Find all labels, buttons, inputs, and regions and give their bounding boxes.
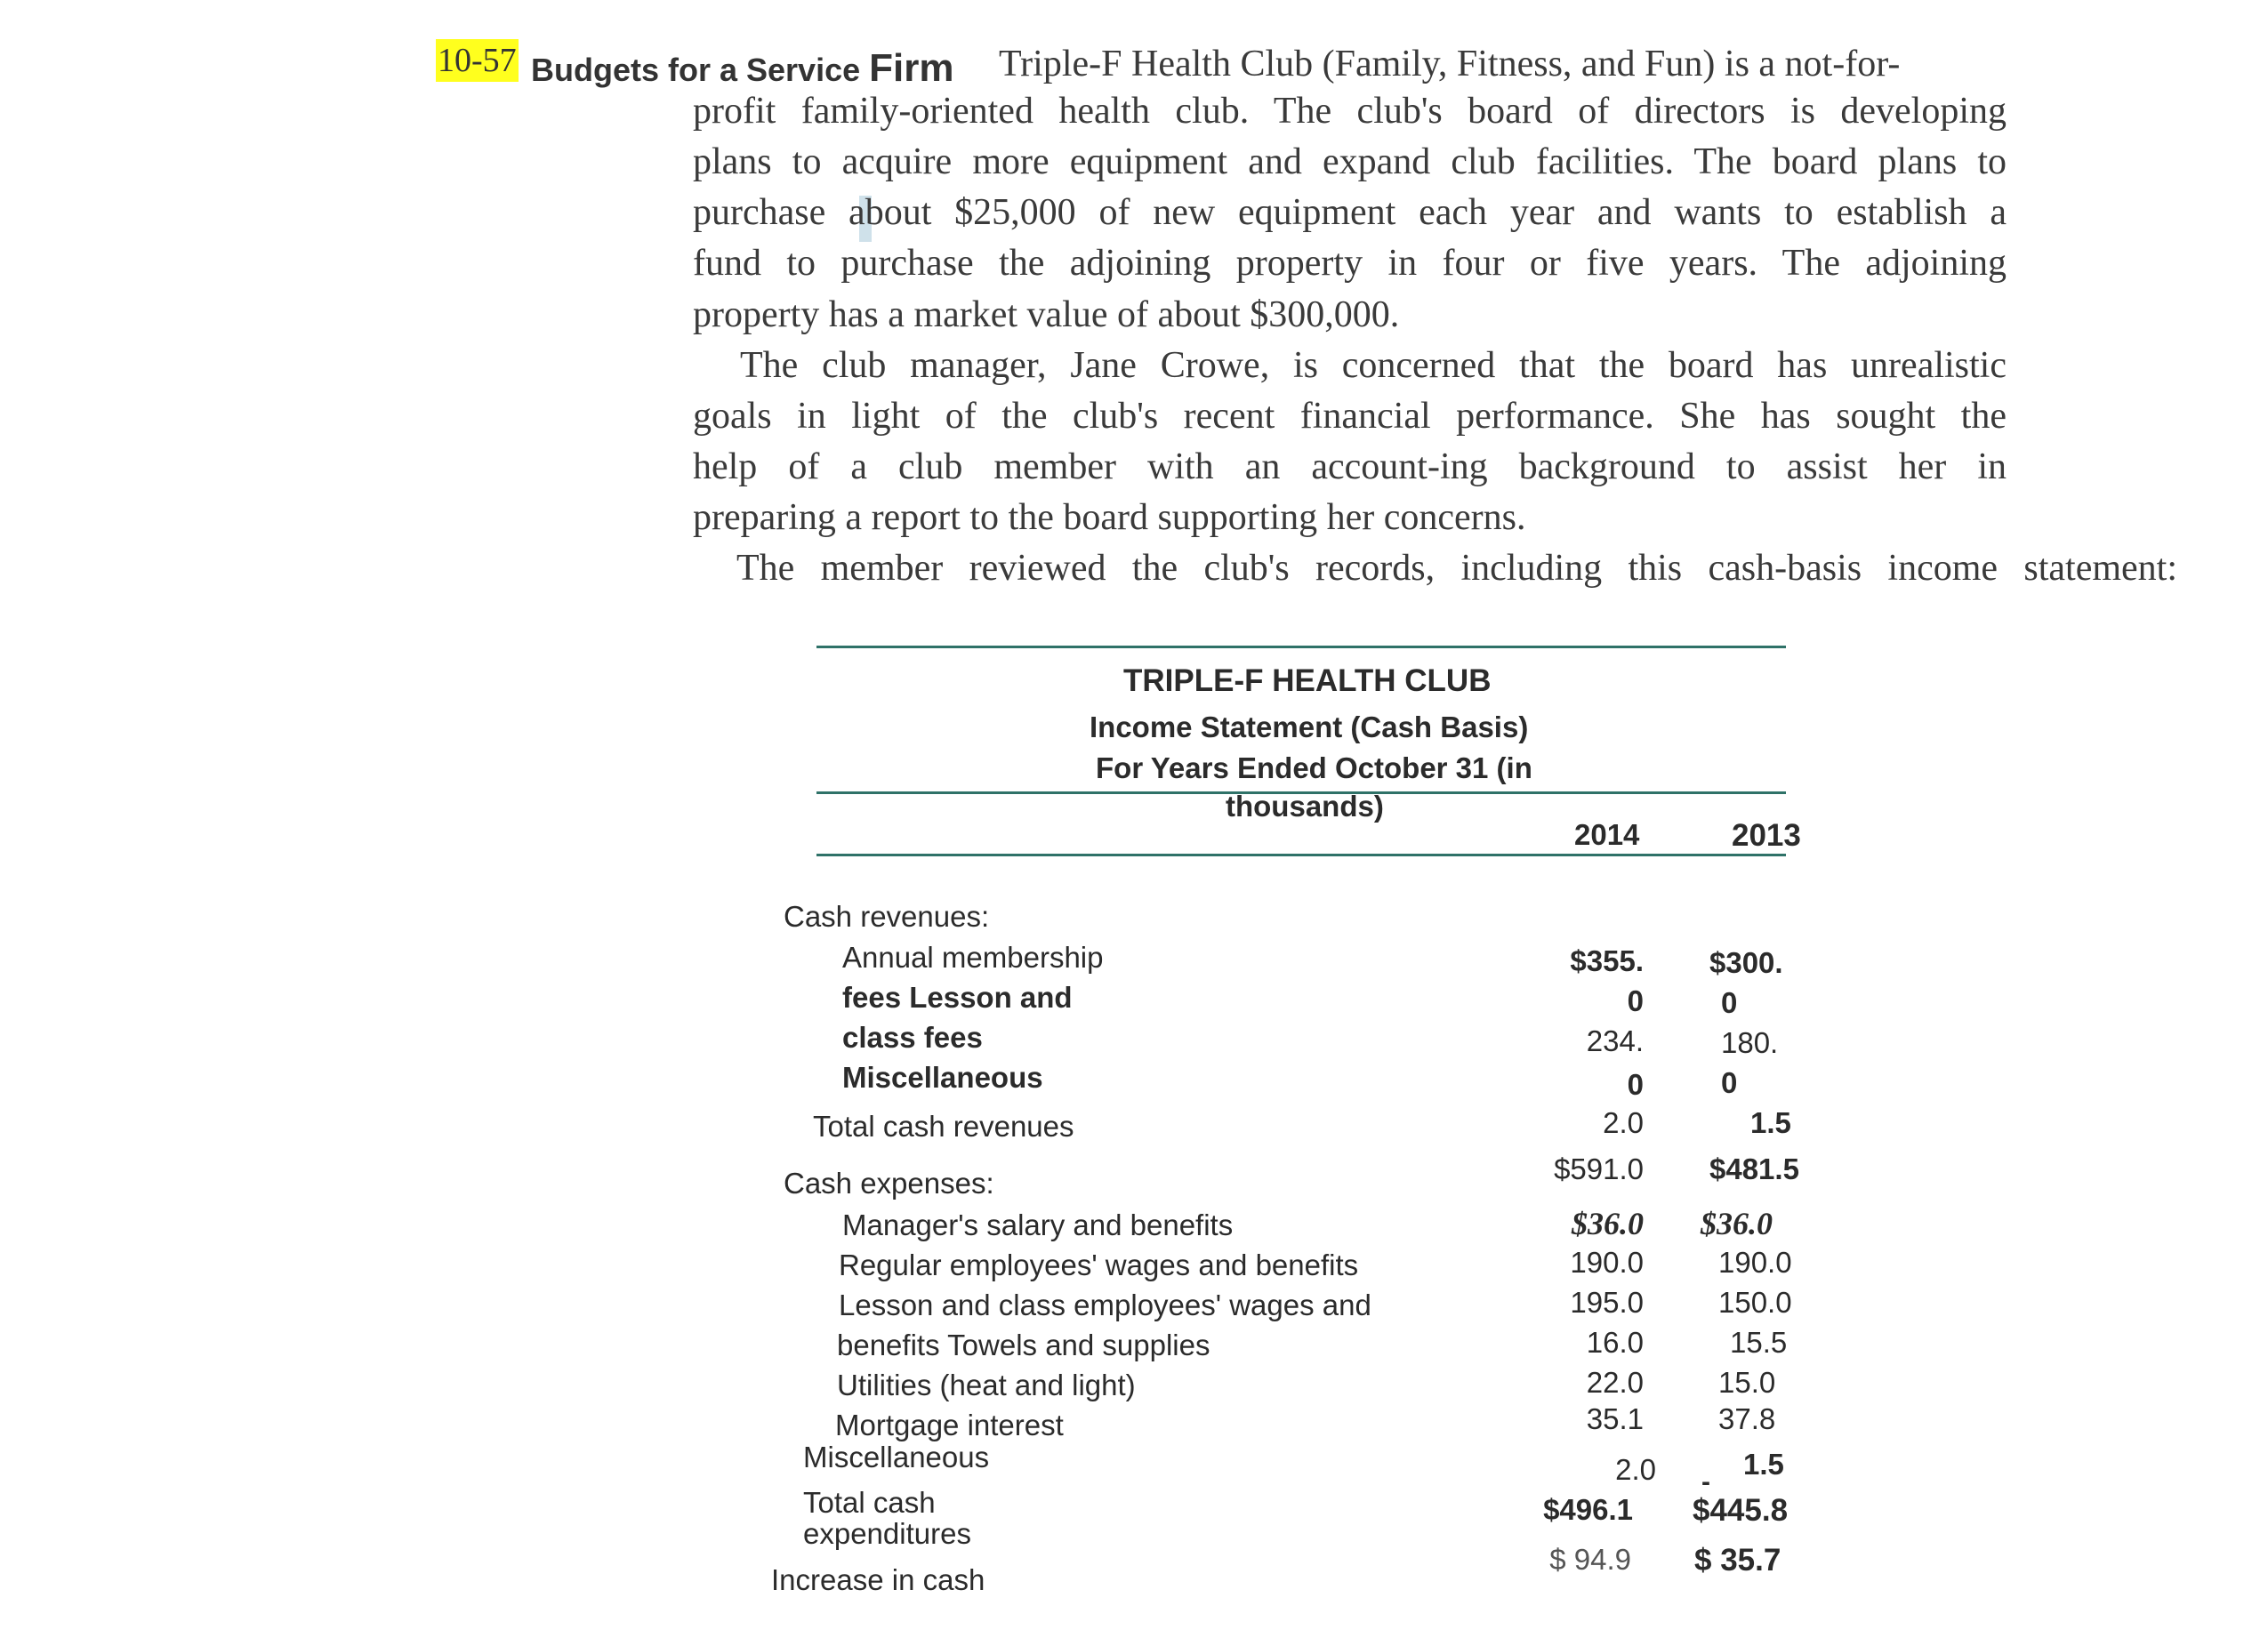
revenue-label-line: fees Lesson and [842,981,1073,1014]
cash-revenues-label: Cash revenues: [784,900,990,933]
total-cash-revenues-label: Total cash revenues [813,1110,1074,1143]
revenue-2014-value: 0 [1627,984,1644,1017]
statement-top-rule [816,646,1786,648]
total-expenditures-2013: $445.8 [1693,1493,1789,1528]
expense-2014-value: 16.0 [1586,1326,1644,1359]
problem-title-big: Firm [869,46,954,90]
expense-2014-value: 35.1 [1586,1402,1644,1435]
expense-2013-value: $36.0 [1701,1206,1773,1241]
misc-expense-2014: 2.0 [1615,1453,1656,1486]
expense-label-line: Lesson and class employees' wages and [839,1289,1371,1321]
revenue-2014-value: 2.0 [1603,1106,1644,1139]
increase-2013: $ 35.7 [1694,1543,1781,1578]
problem-title-small: Budgets for a Service [531,52,861,88]
expense-2014-value: 190.0 [1570,1246,1644,1279]
expense-label-line: Mortgage interest [835,1409,1064,1441]
expense-2014-value: 22.0 [1586,1366,1644,1399]
statement-period-line2: thousands) [1226,790,1384,823]
expense-label-line: benefits Towels and supplies [837,1329,1210,1361]
para2-line-3: help of a club member with an account-ing background to assist her in [693,446,2007,487]
para2-line-2: goals in light of the club's recent financial performance. She has sought the [693,396,2007,437]
expense-2013-value: 150.0 [1718,1286,1792,1319]
column-header-2014: 2014 [1574,818,1640,851]
expense-2014-value: 195.0 [1570,1286,1644,1319]
para1-line-3: purchase about $25,000 of new equipment each year and wants to establish a [693,192,2007,233]
para1-line-2: plans to acquire more equipment and expand club facilities. The board plans to [693,141,2007,182]
expense-label-line: Manager's salary and benefits [842,1208,1234,1241]
para2-line-4: preparing a report to the board supporting her concerns. [693,497,1526,538]
statement-period-line1: For Years Ended October 31 (in [1096,751,1532,784]
expense-2013-value: 15.0 [1718,1366,1776,1399]
statement-header-rule [816,854,1786,856]
increase-in-cash-label: Increase in cash [771,1563,985,1596]
misc-expense-label: Miscellaneous [803,1441,990,1473]
para2-line-1: The club manager, Jane Crowe, is concerned that the board has unrealistic [740,345,2007,386]
para1-line-5: property has a market value of about $300,000. [693,294,1400,335]
para3-line: The member reviewed the club's records, including this cash-basis income statement: [736,548,2177,589]
revenue-2013-value: 0 [1721,986,1738,1019]
increase-2014: $ 94.9 [1549,1543,1631,1576]
expense-label-line: Regular employees' wages and benefits [839,1249,1359,1281]
expense-2013-value: 190.0 [1718,1246,1792,1279]
para1-line-4: fund to purchase the adjoining property in four or five years. The adjoining [693,243,2007,284]
total-expenditures-2014: $496.1 [1543,1493,1633,1526]
revenue-2014-value: 234. [1586,1024,1644,1057]
revenue-2014-value: 0 [1627,1068,1644,1101]
expense-label-line: Utilities (heat and light) [837,1369,1136,1401]
total-expenditures-label-line2: expenditures [803,1517,971,1550]
heading-text: Triple-F Health Club (Family, Fitness, and Fun) is a not-for- [999,44,1901,84]
revenue-label-line: class fees [842,1021,983,1054]
revenue-2013-value: $300. [1709,946,1783,979]
revenue-2013-value: 180. [1721,1026,1779,1059]
revenue-label-line: Miscellaneous [842,1061,1043,1094]
revenue-2014-value: $355. [1570,944,1644,977]
statement-title: TRIPLE-F HEALTH CLUB [1123,663,1492,698]
revenue-2013-value: 0 [1721,1066,1738,1099]
total-revenues-2014: $591.0 [1554,1152,1644,1185]
column-header-2013: 2013 [1732,818,1801,853]
total-expenditures-label-line1: Total cash [803,1486,936,1519]
revenue-label-line: Annual membership [842,941,1104,974]
problem-title [531,46,954,91]
statement-subtitle: Income Statement (Cash Basis) [1090,711,1529,743]
revenue-2013-value: 1.5 [1750,1106,1791,1139]
misc-2013-mark: - [1701,1467,1710,1497]
expense-2014-value: $36.0 [1572,1206,1644,1241]
problem-number: 10-57 [436,39,519,82]
misc-expense-2013: 1.5 [1743,1448,1784,1481]
cash-expenses-label: Cash expenses: [784,1167,994,1200]
total-revenues-2013: $481.5 [1709,1152,1799,1185]
expense-2013-value: 15.5 [1730,1326,1788,1359]
expense-2013-value: 37.8 [1718,1402,1776,1435]
para1-line-1: profit family-oriented health club. The club's board of directors is developing [693,91,2007,132]
